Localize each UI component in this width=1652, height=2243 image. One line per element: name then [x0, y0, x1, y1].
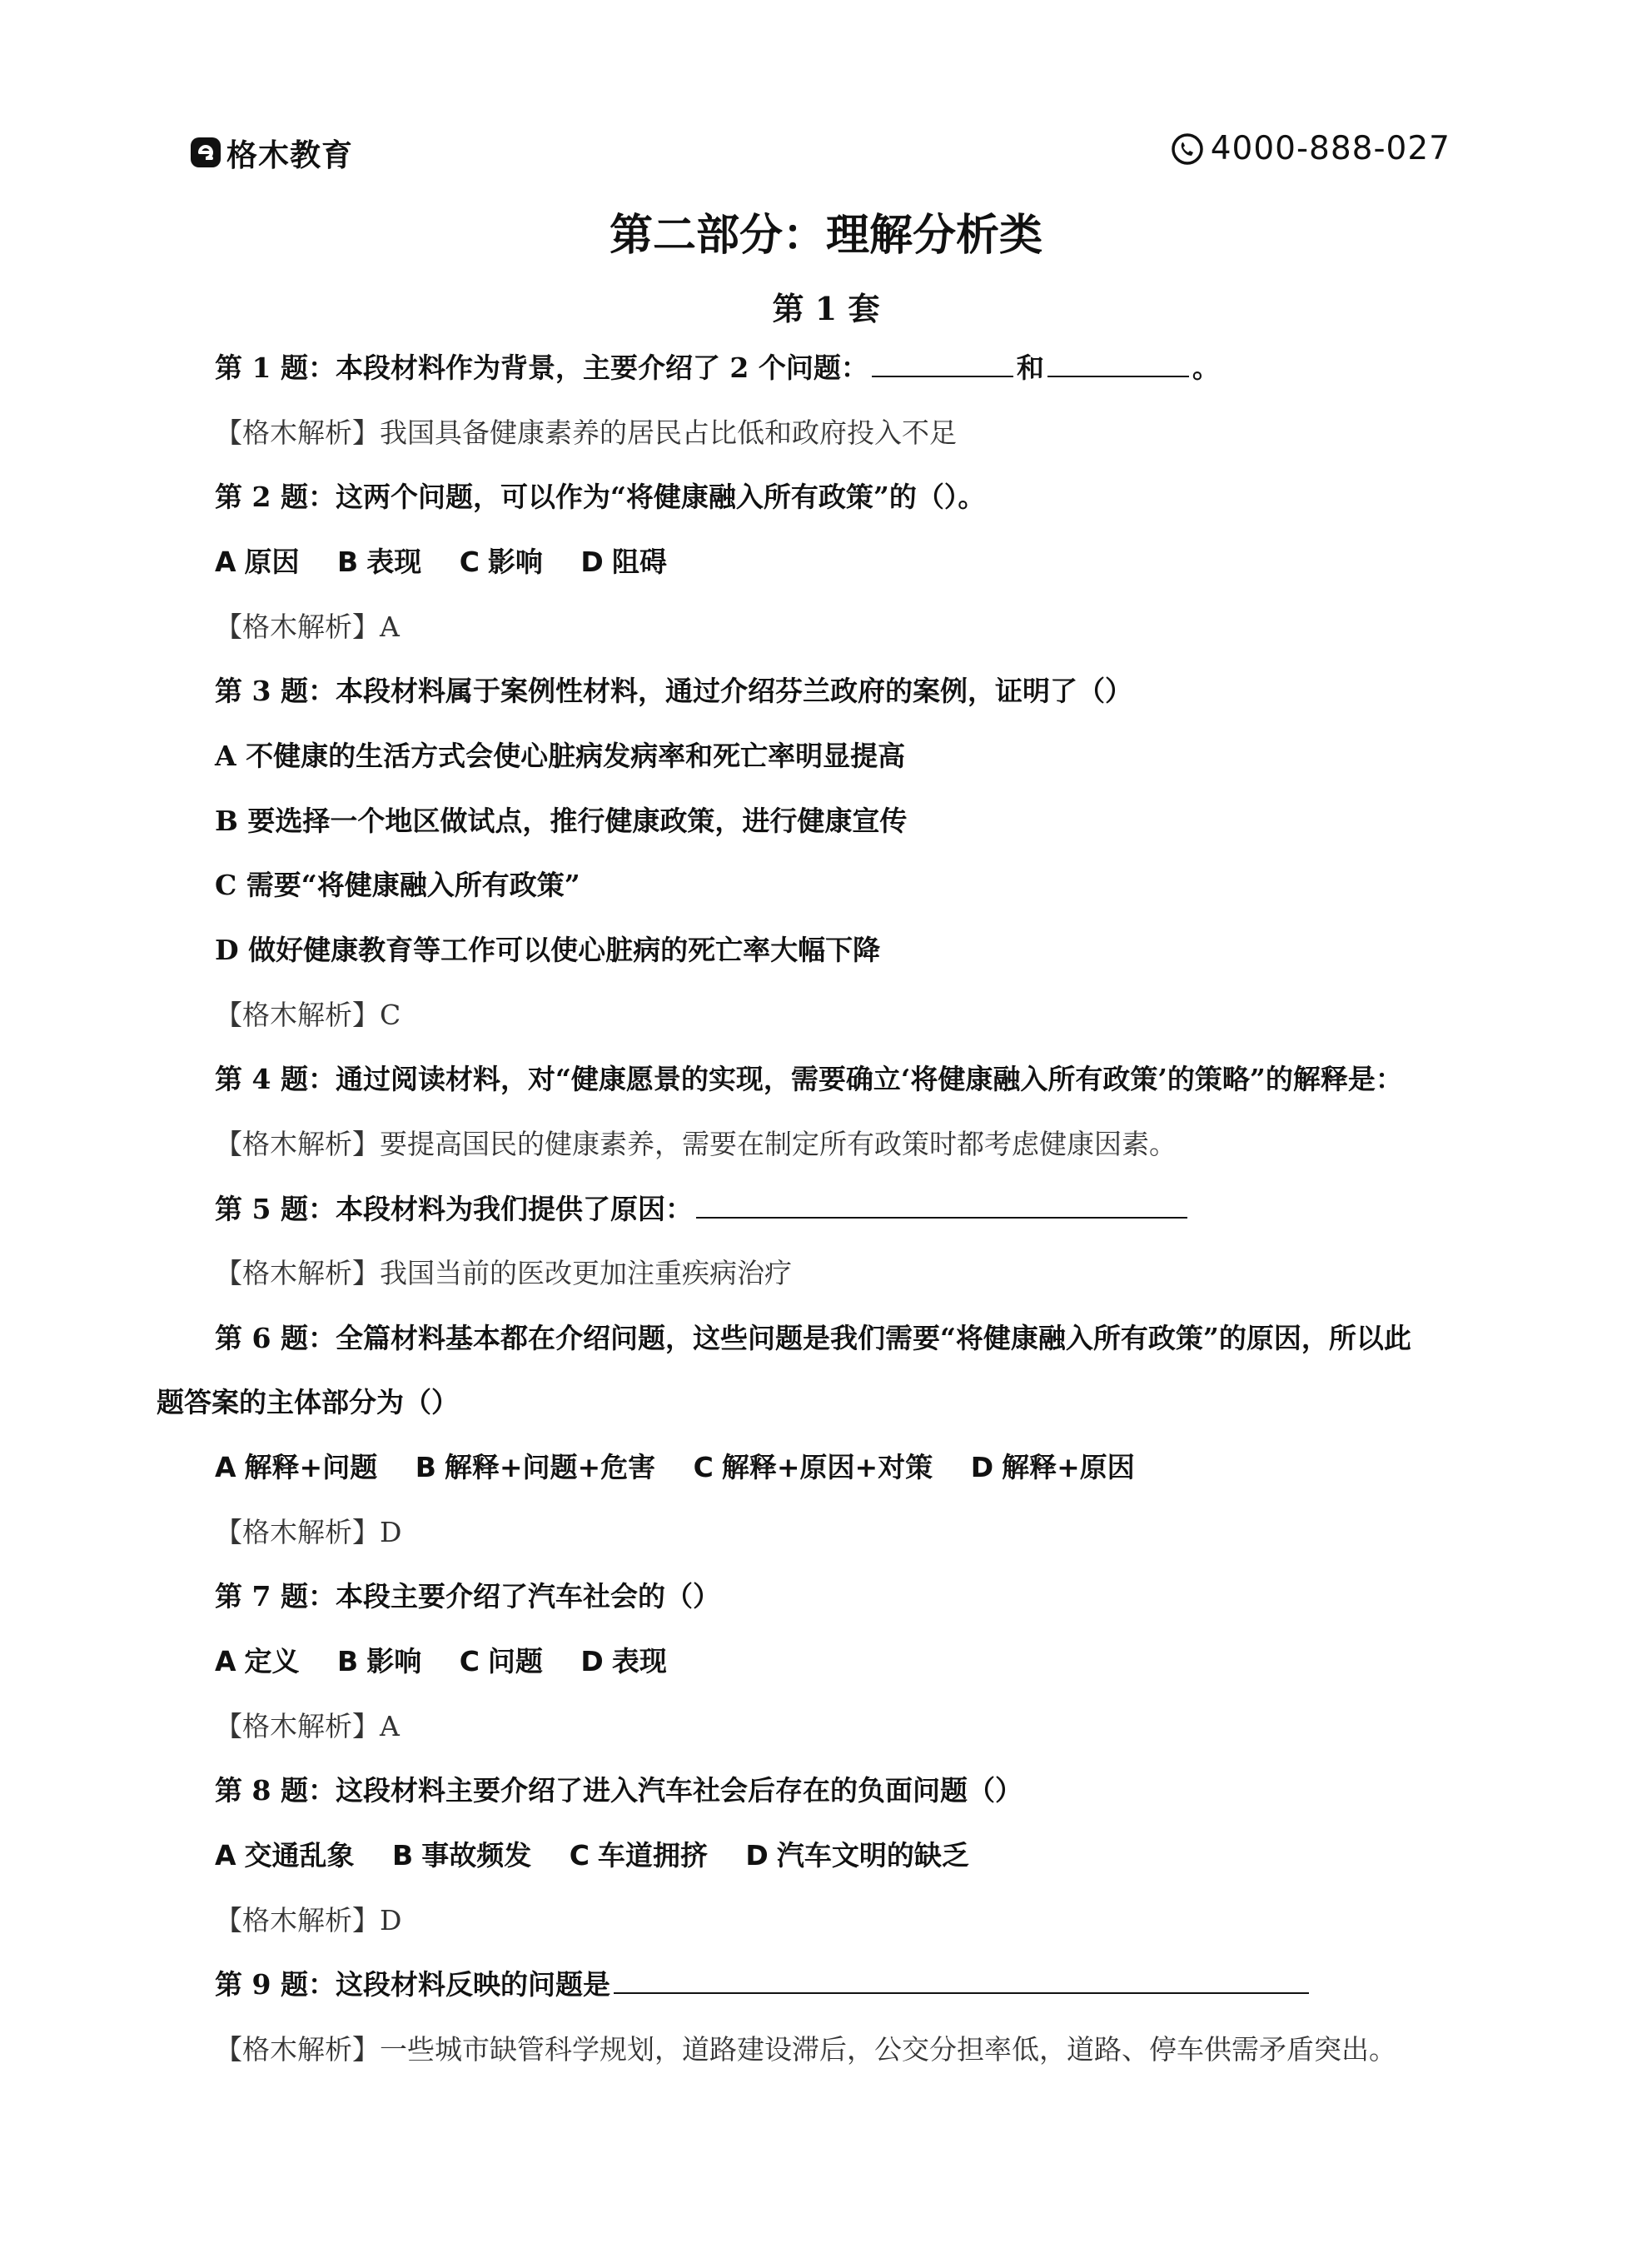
option-key: C: [459, 546, 480, 578]
option-key: C: [693, 1451, 714, 1483]
question-3: 第 3 题：本段材料属于案例性材料，通过介绍芬兰政府的案例，证明了（）: [215, 675, 1132, 707]
answer-blank: [614, 1967, 1309, 1994]
option-key: C: [459, 1645, 480, 1677]
answer-8: 【格木解析】D: [215, 1904, 402, 1936]
option-key: D: [580, 546, 604, 578]
answer-3: 【格木解析】C: [215, 999, 401, 1031]
option-c: [460, 1645, 543, 1677]
option-text: 车道拥挤: [597, 1839, 708, 1872]
option-text: 定义: [244, 1645, 300, 1677]
option-text: 解释+问题: [244, 1451, 378, 1483]
option-a: [215, 546, 300, 578]
question-6: 第 6 题：全篇材料基本都在介绍问题，这些问题是我们需要“将健康融入所有政策”的原因，所以此: [215, 1322, 1411, 1354]
option-b: [337, 1645, 421, 1677]
options-2: [215, 542, 695, 582]
question-5: [215, 1189, 1191, 1229]
option-key: B: [337, 546, 359, 578]
option-b: [415, 1451, 655, 1483]
question-text: 第 9 题：这段材料反映的问题是: [215, 1968, 610, 2001]
question-text: 。: [1192, 351, 1220, 384]
option-key: D: [580, 1645, 604, 1677]
question-6-cont: 题答案的主体部分为（）: [157, 1386, 459, 1418]
option-b: [392, 1839, 531, 1872]
option-c: [460, 546, 543, 578]
option-text: 事故频发: [421, 1839, 532, 1872]
answer-blank: [696, 1192, 1187, 1219]
hotline: [1171, 130, 1450, 167]
answer-9: 【格木解析】一些城市缺管科学规划，道路建设滞后，公交分担率低，道路、停车供需矛盾突出。: [215, 2033, 1396, 2066]
option-3c: C 需要“将健康融入所有政策”: [215, 869, 580, 901]
question-2: 第 2 题：这两个问题，可以作为“将健康融入所有政策”的（）。: [215, 481, 986, 513]
option-text: 阻碍: [611, 546, 667, 578]
answer-7: 【格木解析】A: [215, 1710, 400, 1742]
option-key: C: [569, 1839, 590, 1872]
question-7: 第 7 题：本段主要介绍了汽车社会的（）: [215, 1580, 720, 1612]
option-a: [215, 1839, 355, 1872]
option-d: [580, 1645, 666, 1677]
option-c: [694, 1451, 933, 1483]
option-text: 影响: [366, 1645, 422, 1677]
option-d: [580, 546, 666, 578]
option-b: [337, 546, 421, 578]
question-text: 第 5 题：本段材料为我们提供了原因：: [215, 1193, 693, 1225]
option-text: 原因: [244, 546, 300, 578]
option-3a: A 不健康的生活方式会使心脏病发病率和死亡率明显提高: [215, 740, 906, 772]
option-key: B: [392, 1839, 414, 1872]
option-text: 汽车文明的缺乏: [776, 1839, 969, 1872]
page-title: 第二部分：理解分析类: [609, 211, 1042, 261]
brand-logo: [190, 130, 353, 175]
option-a: [215, 1451, 377, 1483]
answer-5: 【格木解析】我国当前的医改更加注重疾病治疗: [215, 1257, 792, 1289]
option-a: [215, 1645, 300, 1677]
option-key: A: [215, 1645, 236, 1677]
page-header: [190, 125, 1450, 183]
option-text: 解释+原因: [1002, 1451, 1135, 1483]
option-d: [971, 1451, 1135, 1483]
question-8: 第 8 题：这段材料主要介绍了进入汽车社会后存在的负面问题（）: [215, 1774, 1023, 1807]
question-text: 和: [1016, 351, 1044, 384]
options-8: [215, 1836, 998, 1876]
option-3d: D 做好健康教育等工作可以使心脏病的死亡率大幅下降: [215, 934, 881, 966]
option-text: 表现: [611, 1645, 667, 1677]
option-text: 表现: [366, 546, 422, 578]
option-key: B: [337, 1645, 359, 1677]
question-1: [215, 348, 1220, 388]
brand-name: 格木教育: [226, 137, 353, 173]
answer-6: 【格木解析】D: [215, 1516, 402, 1548]
options-7: [215, 1642, 695, 1682]
question-4: 第 4 题：通过阅读材料，对“健康愿景的实现，需要确立‘将健康融入所有政策’的策略”的解释是：: [215, 1063, 1403, 1095]
brand-logo-icon: [190, 137, 221, 168]
answer-blank: [1047, 351, 1189, 377]
option-text: 交通乱象: [244, 1839, 355, 1872]
option-key: A: [215, 546, 236, 578]
option-3b: B 要选择一个地区做试点，推行健康政策，进行健康宣传: [215, 805, 908, 837]
option-text: 问题: [487, 1645, 543, 1677]
answer-blank: [872, 351, 1013, 377]
phone-icon: [1171, 132, 1204, 166]
option-text: 解释+问题+危害: [444, 1451, 656, 1483]
phone-number: 4000-888-027: [1210, 130, 1450, 167]
option-text: 解释+原因+对策: [721, 1451, 933, 1483]
option-key: A: [215, 1451, 236, 1483]
question-text: 第 1 题：本段材料作为背景，主要介绍了 2 个问题：: [215, 351, 868, 384]
set-title: 第 1 套: [772, 290, 880, 327]
option-c: [570, 1839, 708, 1872]
answer-4: 【格木解析】要提高国民的健康素养，需要在制定所有政策时都考虑健康因素。: [215, 1128, 1177, 1160]
option-d: [745, 1839, 968, 1872]
answer-2: 【格木解析】A: [215, 611, 400, 643]
option-key: D: [970, 1451, 994, 1483]
option-key: D: [745, 1839, 769, 1872]
option-key: B: [415, 1451, 436, 1483]
option-key: A: [215, 1839, 236, 1872]
options-6: [215, 1448, 1163, 1488]
answer-1: 【格木解析】我国具备健康素养的居民占比低和政府投入不足: [215, 416, 957, 449]
question-9: [215, 1965, 1312, 2005]
option-text: 影响: [487, 546, 543, 578]
